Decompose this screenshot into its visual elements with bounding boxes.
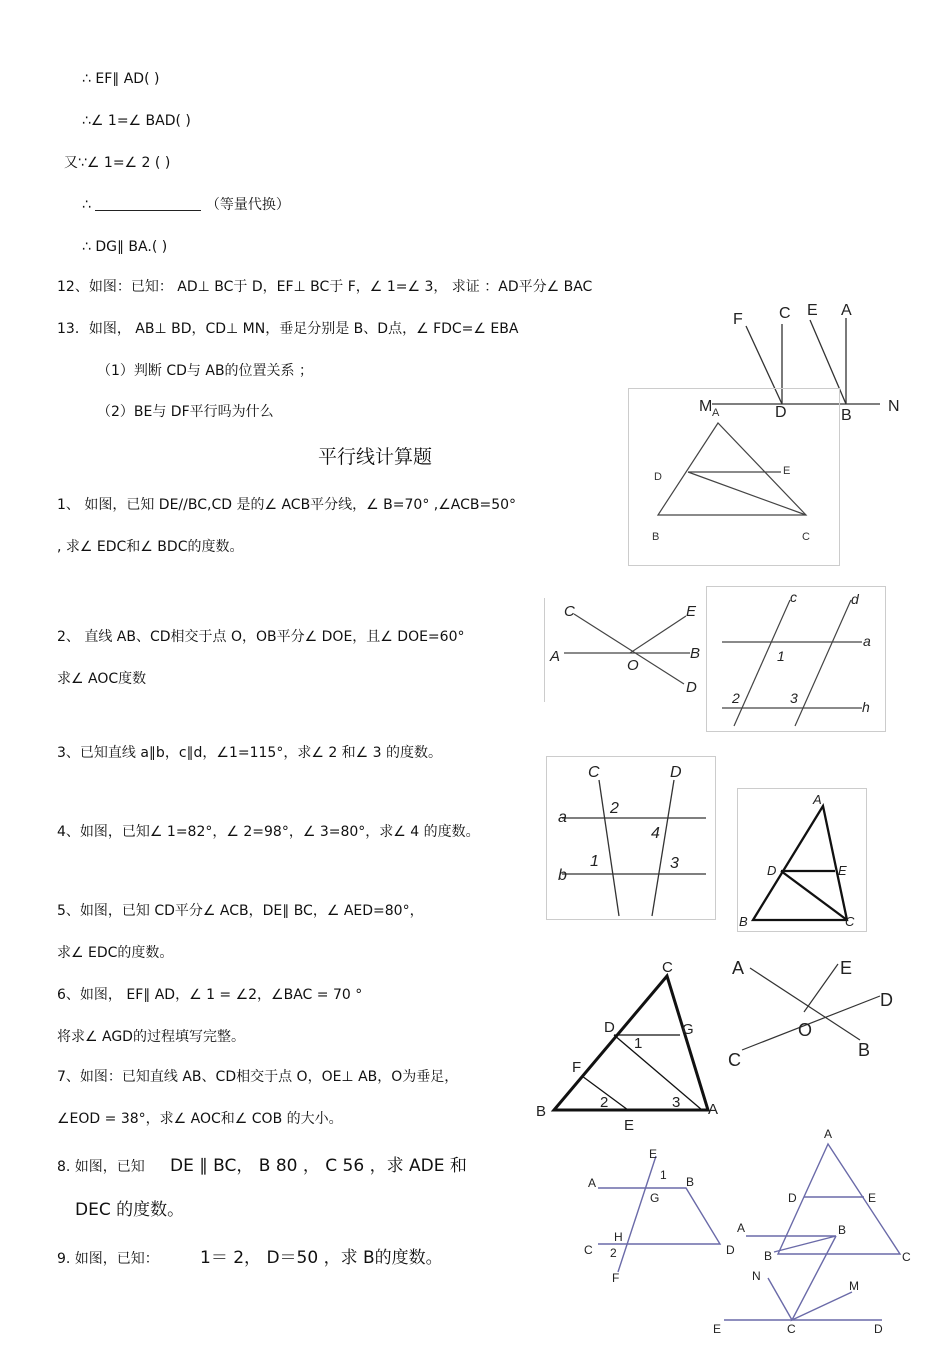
proof-line-1: ∴ EF∥ AD( ): [82, 71, 160, 87]
figure-label: E: [686, 603, 697, 620]
figure-label: C: [564, 603, 575, 620]
figure-label: C: [845, 914, 855, 929]
figure-label: A: [732, 958, 745, 978]
figure-label: A: [737, 1221, 746, 1235]
label-m: M: [699, 398, 713, 415]
problem-9-condition: 1＝ 2， D＝50 ，求 B的度数。: [200, 1248, 443, 1268]
figure-label: B: [838, 1223, 847, 1237]
figure-label: a: [558, 809, 567, 826]
figure-label: E: [868, 1191, 877, 1205]
figure-6-triangle: [532, 954, 726, 1136]
question-13: 13．如图， AB⊥ BD，CD⊥ MN，垂足分别是 B、D点，∠ FDC=∠ EBA: [57, 321, 519, 337]
figure-label: O: [798, 1020, 813, 1040]
figure-label: 1: [590, 853, 599, 870]
problem-8-label: 8. 如图，已知: [57, 1159, 145, 1175]
problem-2-line-1: 2、 直线 AB、CD相交于点 O，OB平分∠ DOE，且∠ DOE=60°: [57, 629, 465, 645]
figure-label: A: [588, 1176, 597, 1190]
figure-label: 3: [790, 690, 798, 706]
figure-label: E: [649, 1147, 658, 1161]
proof-line-3: 又∵∠ 1=∠ 2 ( ): [64, 155, 171, 171]
figure-label: F: [572, 1059, 582, 1076]
label-n: N: [888, 398, 900, 415]
question-12: 12、如图：已知： AD⊥ BC于 D，EF⊥ BC于 F，∠ 1=∠ 3， 求证 ：AD平分∠ BAC: [57, 279, 593, 295]
figure-label: b: [558, 867, 567, 884]
therefore-symbol: ∴: [82, 197, 91, 213]
figure-label: B: [686, 1175, 695, 1189]
figure-label: 1: [660, 1168, 667, 1182]
figure-label: D: [880, 990, 893, 1010]
figure-label: E: [624, 1117, 635, 1134]
figure-label: C: [902, 1250, 911, 1264]
figure-5-triangle: [737, 788, 867, 932]
figure-label: D: [670, 764, 682, 781]
figure-label: B: [739, 914, 748, 929]
figure-label: 3: [670, 855, 679, 872]
problem-1-line-2: , 求∠ EDC和∠ BDC的度数。: [57, 539, 244, 555]
equal-substitution-note: （等量代换）: [205, 197, 290, 213]
figure-label: c: [790, 589, 797, 605]
problem-5-line-2: 求∠ EDC的度数。: [57, 945, 174, 961]
label-e: E: [807, 302, 818, 319]
figure-label: G: [650, 1191, 660, 1205]
figure-label: H: [614, 1230, 623, 1244]
figure-3-parallel-lines: [706, 586, 886, 732]
problem-7-line-1: 7、如图：已知直线 AB、CD相交于点 O，OE⊥ AB，O为垂足，: [57, 1069, 459, 1085]
figure-label: F: [612, 1271, 620, 1285]
problem-6-line-2: 将求∠ AGD的过程填写完整。: [57, 1029, 245, 1045]
section-title: 平行线计算题: [318, 446, 433, 468]
figure-label: 2: [610, 1246, 617, 1260]
figure-label: B: [764, 1249, 773, 1263]
figure-label: D: [726, 1243, 735, 1257]
label-f: F: [733, 311, 743, 328]
figure-7-intersecting-lines: [728, 954, 898, 1074]
figure-2-intersecting-lines: [544, 598, 704, 702]
figure-label: 4: [651, 825, 660, 842]
figure-label: E: [783, 465, 791, 477]
problem-6-line-1: 6、如图， EF∥ AD，∠ 1 = ∠2，∠BAC = 70 °: [57, 987, 363, 1003]
problem-5-line-1: 5、如图，已知 CD平分∠ ACB，DE∥ BC，∠ AED=80°，: [57, 903, 424, 919]
figure-4-transversals: [546, 756, 716, 920]
figure-label: E: [838, 863, 847, 878]
problem-7-line-2: ∠EOD = 38°，求∠ AOC和∠ COB 的大小。: [57, 1111, 343, 1127]
figure-label: E: [840, 958, 853, 978]
figure-label: O: [627, 657, 639, 674]
figure-label: M: [849, 1279, 859, 1293]
figure-label: C: [662, 959, 673, 976]
figure-label: G: [682, 1021, 694, 1038]
figure-label: C: [588, 764, 600, 781]
figure-label: 3: [672, 1094, 681, 1111]
problem-4: 4、如图，已知∠ 1=82°，∠ 2=98°，∠ 3=80°，求∠ 4 的度数。: [57, 824, 480, 840]
figure-1-triangle: [628, 388, 840, 566]
question-13-part-2: （2）BE与 DF平行吗为什么: [97, 404, 274, 420]
problem-2-line-2: 求∠ AOC度数: [57, 671, 147, 687]
problem-3: 3、已知直线 a∥b，c∥d，∠1=115°，求∠ 2 和∠ 3 的度数。: [57, 745, 443, 761]
figure-label: 1: [777, 648, 785, 664]
figure-label: D: [767, 863, 777, 878]
figure-label: B: [858, 1040, 871, 1060]
figure-label: 2: [610, 800, 619, 817]
problem-1-line-1: 1、 如图，已知 DE//BC,CD 是的∠ ACB平分线，∠ B=70° ,∠ACB=50°: [57, 497, 517, 513]
figure-label: A: [550, 648, 561, 665]
figure-label: h: [862, 699, 870, 715]
figure-label: 2: [600, 1094, 609, 1111]
label-d: D: [775, 404, 787, 421]
label-a: A: [841, 302, 852, 319]
figure-label: B: [536, 1103, 547, 1120]
figure-label: C: [584, 1243, 593, 1257]
problem-8-condition: DE ∥ BC， B 80 ， C 56 ，求 ADE 和: [170, 1156, 467, 1176]
figure-label: N: [752, 1269, 761, 1283]
figure-label: 1: [634, 1035, 643, 1052]
proof-line-2: ∴∠ 1=∠ BAD( ): [82, 113, 191, 129]
figure-label: A: [824, 1127, 833, 1141]
answer-blank[interactable]: [95, 196, 201, 211]
label-b: B: [841, 407, 852, 424]
figure-label: D: [874, 1322, 883, 1336]
label-c: C: [779, 305, 791, 322]
figure-label: D: [604, 1019, 615, 1036]
figure-label: A: [813, 792, 822, 807]
figure-label: a: [863, 633, 871, 649]
problem-8-line-2: DEC 的度数。: [75, 1200, 185, 1220]
figure-label: D: [654, 471, 662, 483]
figure-label: A: [712, 407, 720, 419]
proof-line-5: ∴ DG∥ BA.( ): [82, 239, 168, 255]
figure-9-triangle-and-lines: [712, 1124, 922, 1340]
proof-line-4: [82, 196, 290, 214]
figure-label: E: [713, 1322, 722, 1336]
figure-label: C: [787, 1322, 796, 1336]
figure-label: d: [851, 591, 859, 607]
question-13-part-1: （1）判断 CD与 AB的位置关系 ；: [97, 363, 313, 379]
figure-label: B: [690, 645, 701, 662]
figure-label: D: [686, 679, 697, 696]
figure-label: 2: [732, 690, 740, 706]
figure-label: C: [728, 1050, 741, 1070]
problem-9-label: 9. 如图，已知：: [57, 1251, 159, 1267]
figure-label: D: [788, 1191, 797, 1205]
figure-label: C: [802, 531, 810, 543]
figure-label: B: [652, 531, 660, 543]
figure-label: A: [708, 1101, 719, 1118]
